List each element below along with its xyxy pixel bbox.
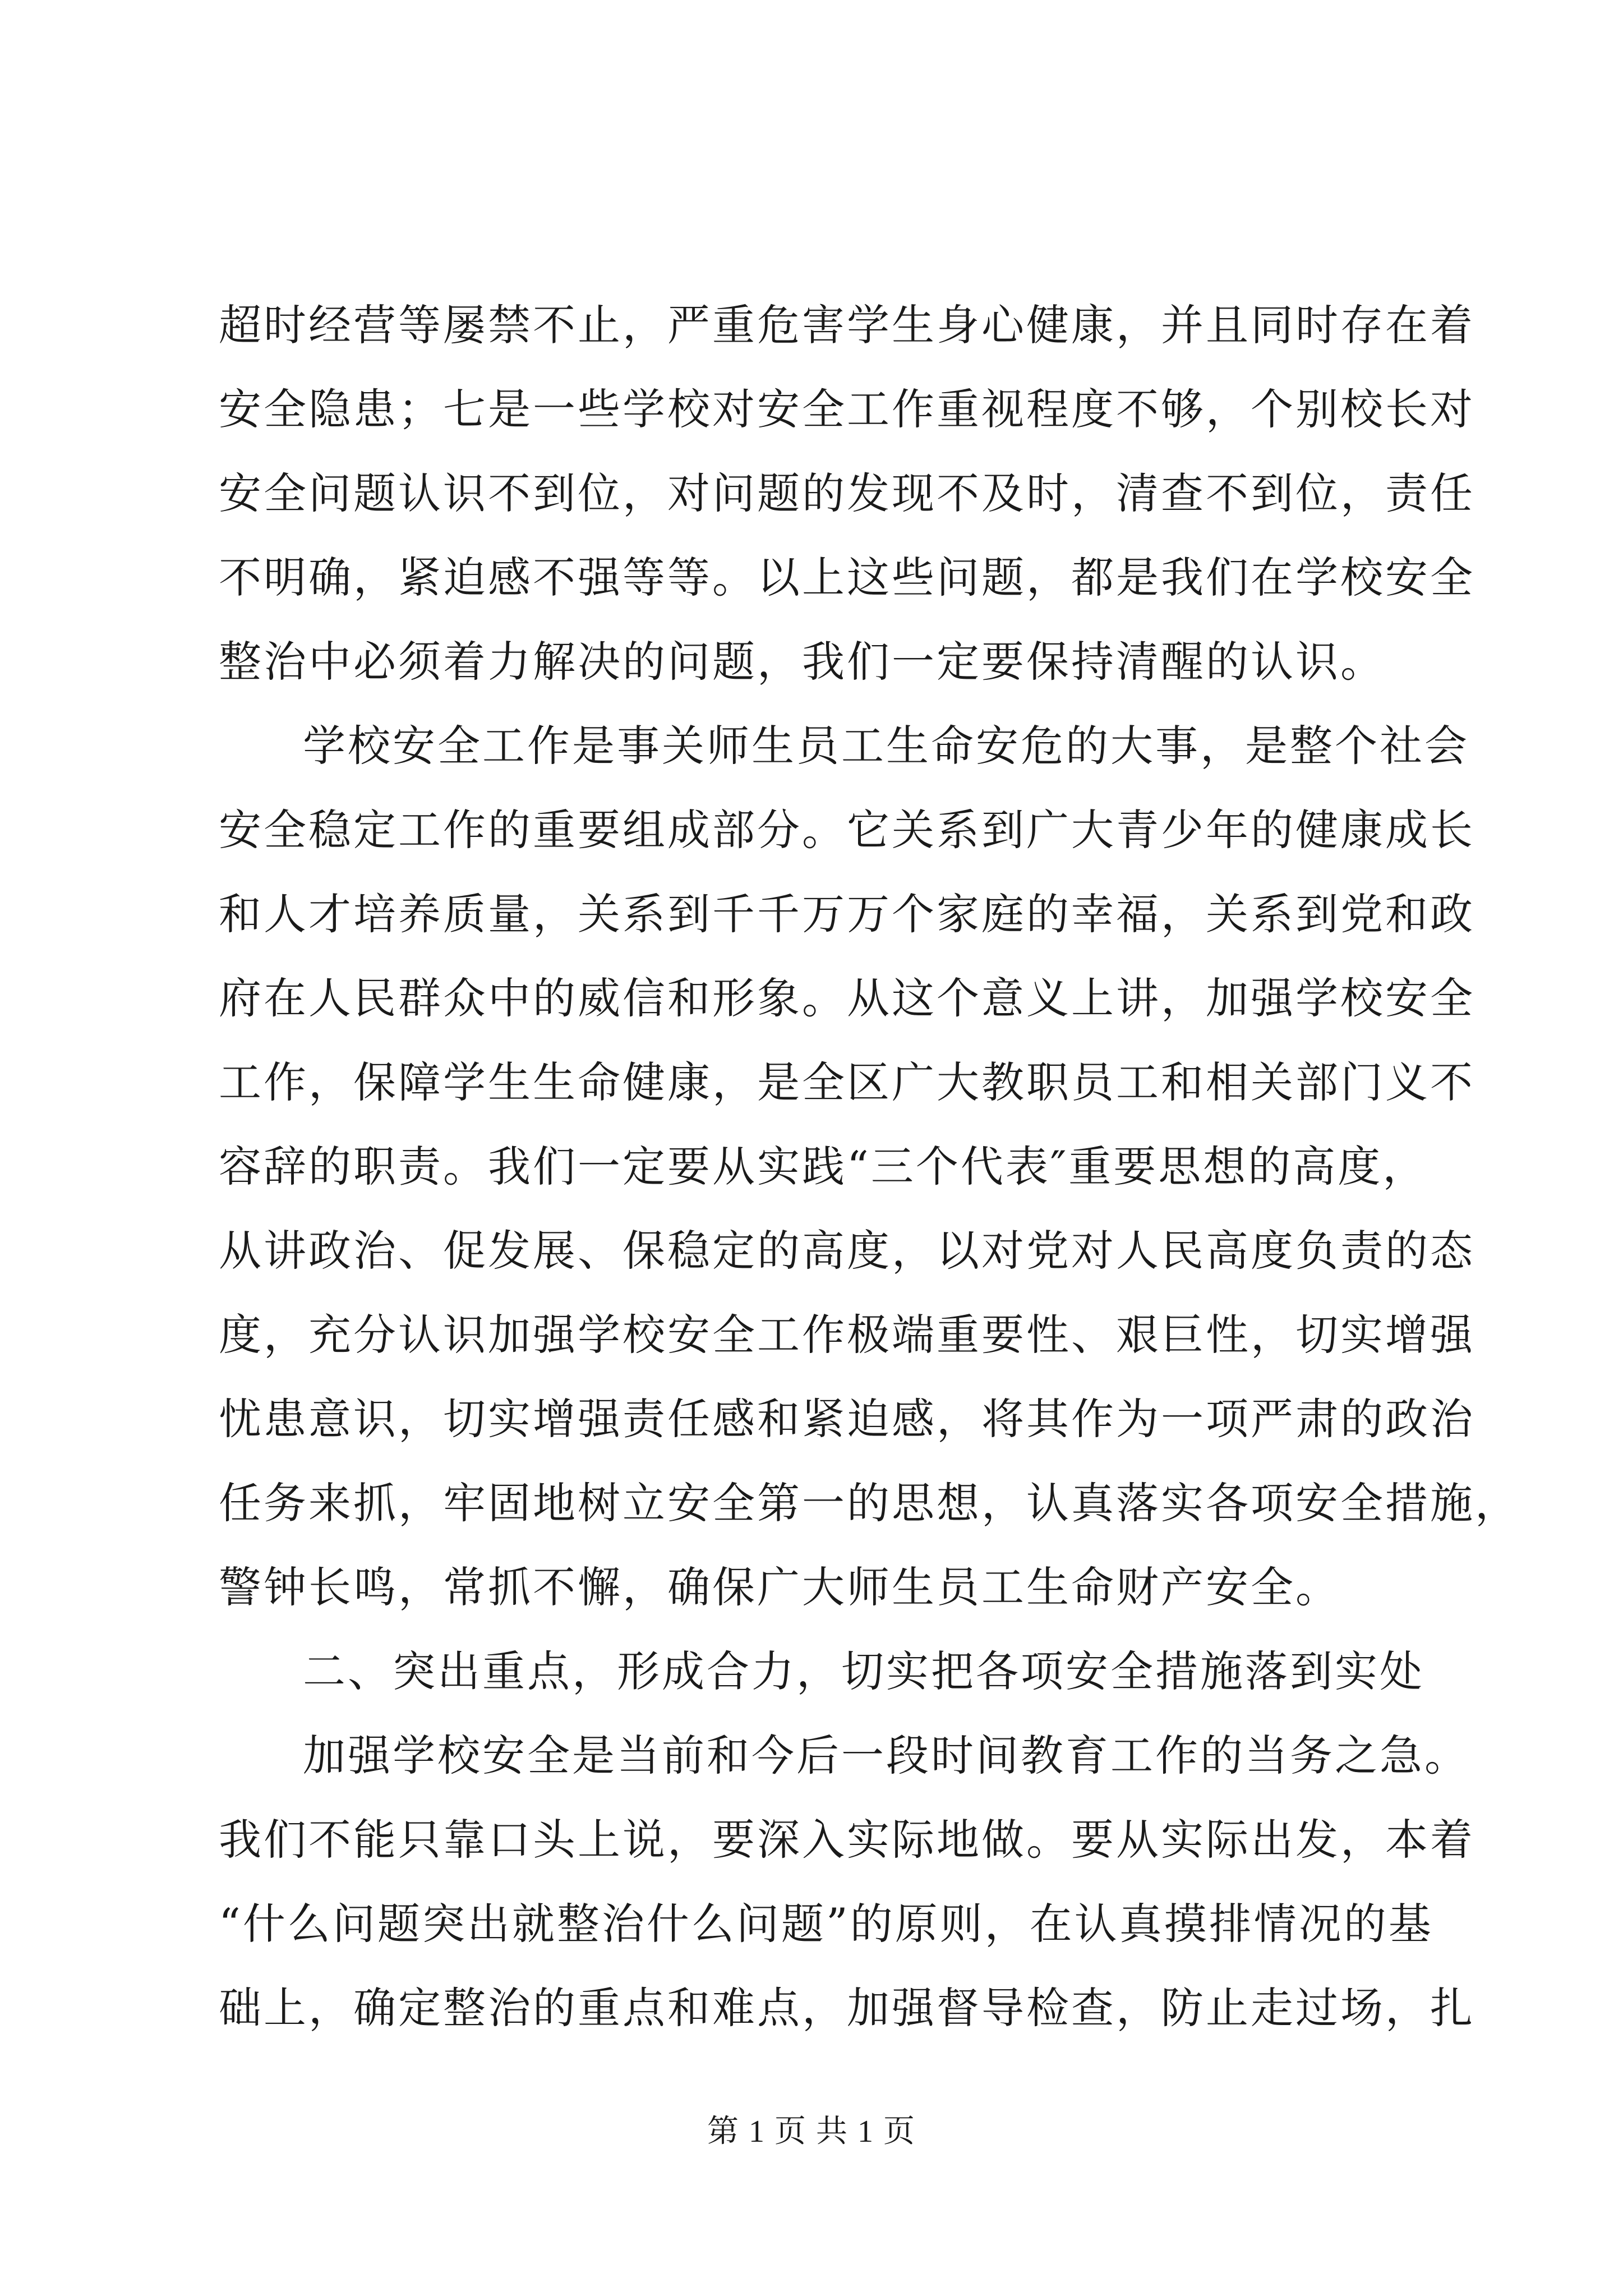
text-line: 超时经营等屡禁不止，严重危害学生身心健康，并且同时存在着	[219, 300, 1475, 350]
text-line: “什么问题突出就整治什么问题”的原则，在认真摸排情况的基	[219, 1899, 1433, 1949]
text-line: 安全稳定工作的重要组成部分。它关系到广大青少年的健康成长	[219, 805, 1475, 855]
section-heading: 二、突出重点，形成合力，切实把各项安全措施落到实处	[303, 1646, 1424, 1696]
page-footer	[0, 2109, 1623, 2154]
paragraph-first-line: 学校安全工作是事关师生员工生命安危的大事，是整个社会	[303, 721, 1469, 771]
page-number-label: 第 1 页 共 1 页	[707, 2114, 916, 2149]
text-line: 警钟长鸣，常抓不懈，确保广大师生员工生命财产安全。	[219, 1562, 1340, 1612]
text-line: 任务来抓，牢固地树立安全第一的思想，认真落实各项安全措施，	[219, 1478, 1520, 1528]
text-line: 安全隐患；七是一些学校对安全工作重视程度不够，个别校长对	[219, 384, 1475, 434]
text-line: 工作，保障学生生命健康，是全区广大教职员工和相关部门义不	[219, 1057, 1475, 1107]
text-line: 和人才培养质量，关系到千千万万个家庭的幸福，关系到党和政	[219, 889, 1475, 939]
text-line: 础上，确定整治的重点和难点，加强督导检查，防止走过场，扎	[219, 1983, 1475, 2033]
text-line: 容辞的职责。我们一定要从实践“三个代表″重要思想的高度，	[219, 1142, 1428, 1191]
paragraph-first-line: 加强学校安全是当前和今后一段时间教育工作的当务之急。	[303, 1731, 1469, 1780]
text-line: 府在人民群众中的威信和形象。从这个意义上讲，加强学校安全	[219, 973, 1475, 1023]
text-line: 整治中必须着力解决的问题，我们一定要保持清醒的认识。	[219, 637, 1385, 687]
text-line: 安全问题认识不到位，对问题的发现不及时，清查不到位，责任	[219, 468, 1475, 518]
text-line: 我们不能只靠口头上说，要深入实际地做。要从实际出发，本着	[219, 1815, 1475, 1865]
text-line: 从讲政治、促发展、保稳定的高度，以对党对人民高度负责的态	[219, 1226, 1475, 1276]
text-line: 忧患意识，切实增强责任感和紧迫感，将其作为一项严肃的政治	[219, 1394, 1475, 1444]
text-line: 不明确，紧迫感不强等等。以上这些问题，都是我们在学校安全	[219, 553, 1475, 602]
text-line: 度，充分认识加强学校安全工作极端重要性、艰巨性，切实增强	[219, 1310, 1475, 1360]
body-text	[219, 283, 1520, 2050]
